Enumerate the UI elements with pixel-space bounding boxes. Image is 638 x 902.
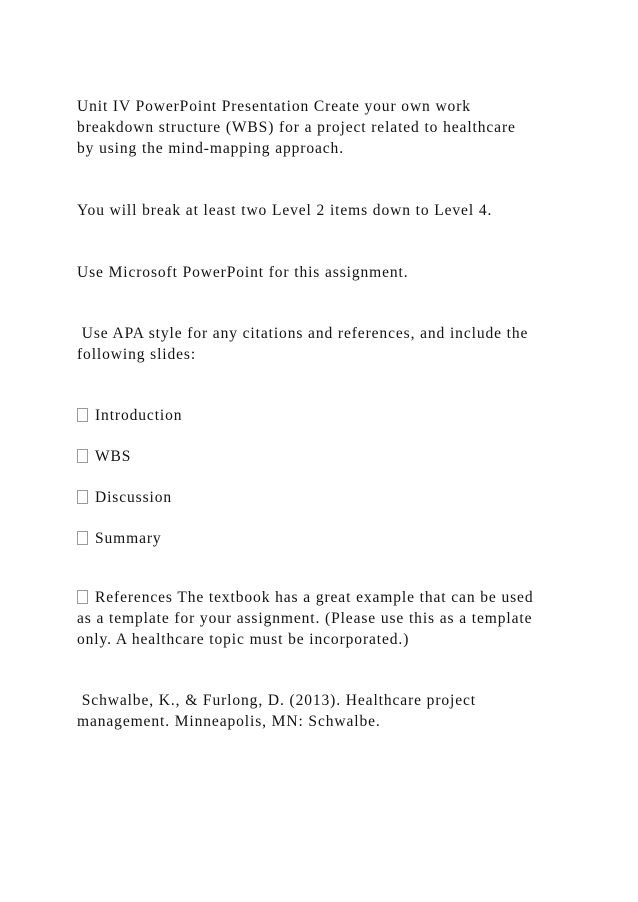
software-note: Use Microsoft PowerPoint for this assignment. [77,264,409,281]
apa-line-1: Use APA style for any citations and references, and include the [77,325,529,342]
intro-line-2: breakdown structure (WBS) for a project related to healthcare [77,119,516,136]
level-paragraph [77,200,577,221]
intro-line-3: by using the mind-mapping approach. [77,140,344,157]
citation-line-2: management. Minneapolis, MN: Schwalbe. [77,713,381,730]
missing-glyph-box-icon [77,408,88,422]
missing-glyph-box-icon [77,531,88,545]
citation-paragraph [77,690,577,732]
references-line-1: References The textbook has a great example that can be used [95,589,534,606]
slide-item-label: Discussion [95,489,173,506]
intro-line-1: Unit IV PowerPoint Presentation Create your own work [77,98,471,115]
missing-glyph-box-icon [77,590,88,604]
references-paragraph [77,587,577,650]
missing-glyph-box-icon [77,449,88,463]
apa-paragraph [77,323,577,365]
slide-item-label: Introduction [95,407,183,424]
intro-paragraph [77,96,577,159]
slide-item-label: Summary [95,530,162,547]
slide-item-label: WBS [95,448,132,465]
references-line-3: only. A healthcare topic must be incorporated.) [77,631,410,648]
software-paragraph [77,262,577,283]
slide-item-wbs [77,446,577,467]
slide-item-introduction [77,405,577,426]
missing-glyph-box-icon [77,490,88,504]
apa-line-2: following slides: [77,346,197,363]
level-note: You will break at least two Level 2 items down to Level 4. [77,202,493,219]
slide-item-discussion [77,487,577,508]
citation-line-1: Schwalbe, K., & Furlong, D. (2013). Healthcare project [77,692,477,709]
slide-item-summary [77,528,577,549]
references-line-2: as a template for your assignment. (Please use this as a template [77,610,533,627]
